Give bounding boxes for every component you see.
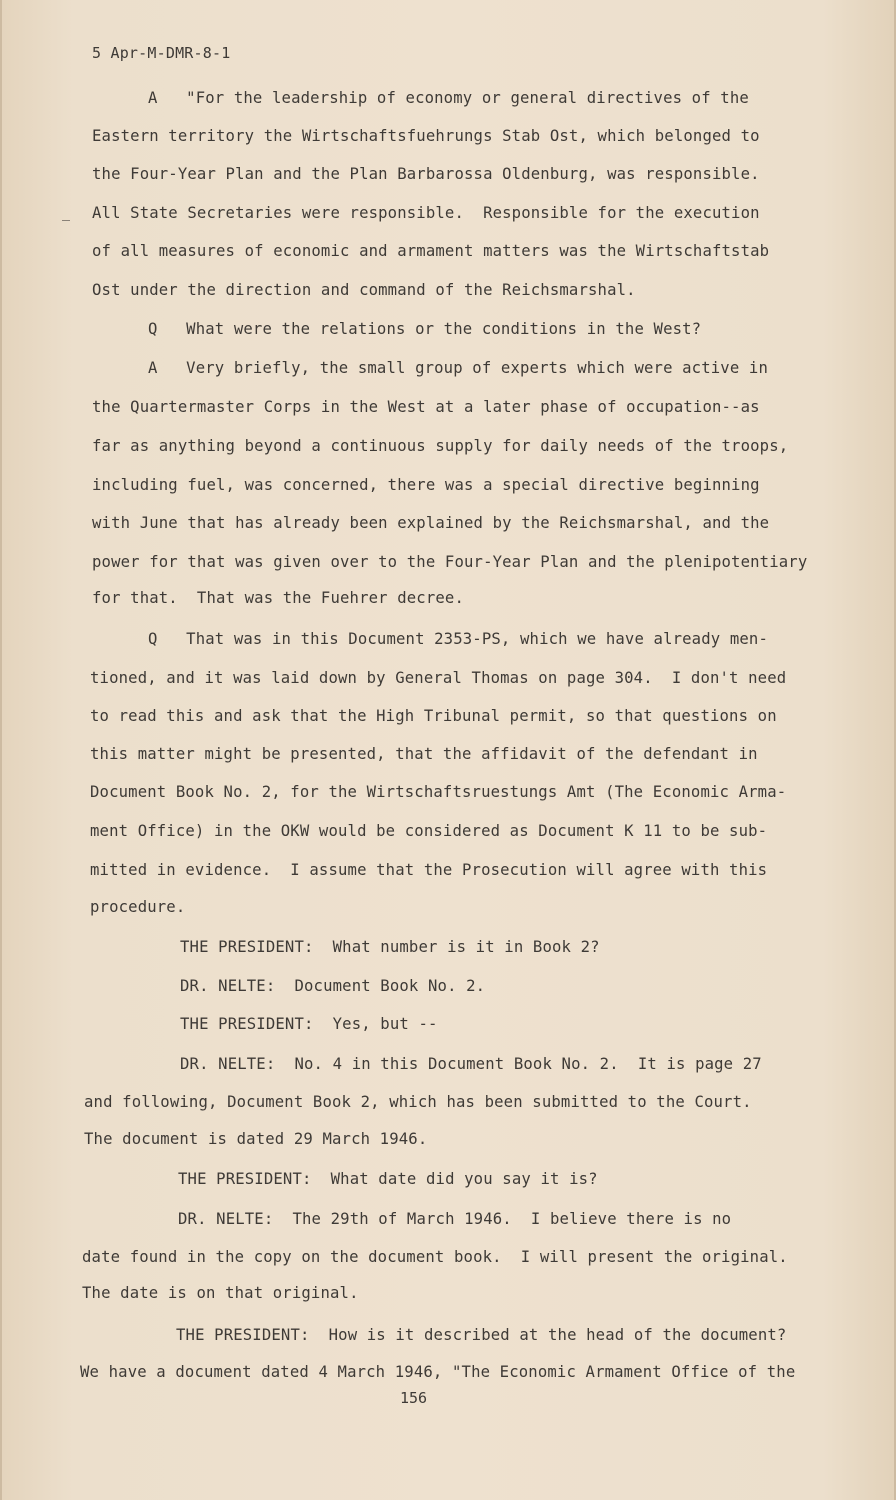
text-line: power for that was given over to the Four-Year Plan and the plenipotentiary [92,553,808,571]
text-line: with June that has already been explained by the Reichsmarshal, and the [92,514,770,532]
text-line: THE PRESIDENT: What number is it in Book 2? [180,938,600,956]
text-line: Q That was in this Document 2353-PS, which we have already men- [148,630,768,648]
text-line: The document is dated 29 March 1946. [84,1130,428,1148]
text-line: to read this and ask that the High Tribunal permit, so that questions on [90,707,777,725]
text-line: All State Secretaries were responsible. Responsible for the execution [92,204,760,222]
text-line: mitted in evidence. I assume that the Prosecution will agree with this [90,861,768,879]
text-line: A Very briefly, the small group of experts which were active in [148,359,768,377]
text-line: Q What were the relations or the conditions in the West? [148,320,702,338]
text-line: The date is on that original. [82,1284,359,1302]
text-line: the Quartermaster Corps in the West at a later phase of occupation--as [92,398,760,416]
text-line: the Four-Year Plan and the Plan Barbarossa Oldenburg, was responsible. [92,165,760,183]
text-line: for that. That was the Fuehrer decree. [92,589,464,607]
text-line: THE PRESIDENT: What date did you say it is? [178,1170,598,1188]
text-line: Eastern territory the Wirtschaftsfuehrungs Stab Ost, which belonged to [92,127,760,145]
text-line: tioned, and it was laid down by General Thomas on page 304. I don't need [90,669,787,687]
text-line: Document Book No. 2, for the Wirtschaftsruestungs Amt (The Economic Arma- [90,783,787,801]
text-line: ment Office) in the OKW would be considered as Document K 11 to be sub- [90,822,768,840]
text-line: We have a document dated 4 March 1946, "The Economic Armament Office of the [80,1363,796,1381]
text-line: DR. NELTE: Document Book No. 2. [180,977,486,995]
text-line: of all measures of economic and armament matters was the Wirtschaftstab [92,242,770,260]
document-header: 5 Apr-M-DMR-8-1 [92,44,231,62]
text-line: THE PRESIDENT: How is it described at the head of the document? [176,1326,787,1344]
text-line: this matter might be presented, that the affidavit of the defendant in [90,745,758,763]
text-line: Ost under the direction and command of the Reichsmarshal. [92,281,636,299]
text-line: DR. NELTE: The 29th of March 1946. I believe there is no [178,1210,732,1228]
text-line: procedure. [90,898,186,916]
text-line: THE PRESIDENT: Yes, but -- [180,1015,438,1033]
text-line: date found in the copy on the document book. I will present the original. [82,1248,788,1266]
text-line: far as anything beyond a continuous supply for daily needs of the troops, [92,437,789,455]
margin-mark [62,220,70,221]
text-line: A "For the leadership of economy or general directives of the [148,89,749,107]
text-line: and following, Document Book 2, which has been submitted to the Court. [84,1093,752,1111]
page-number: 156 [400,1389,428,1407]
text-line: including fuel, was concerned, there was a special directive beginning [92,476,760,494]
text-line: DR. NELTE: No. 4 in this Document Book No. 2. It is page 27 [180,1055,762,1073]
